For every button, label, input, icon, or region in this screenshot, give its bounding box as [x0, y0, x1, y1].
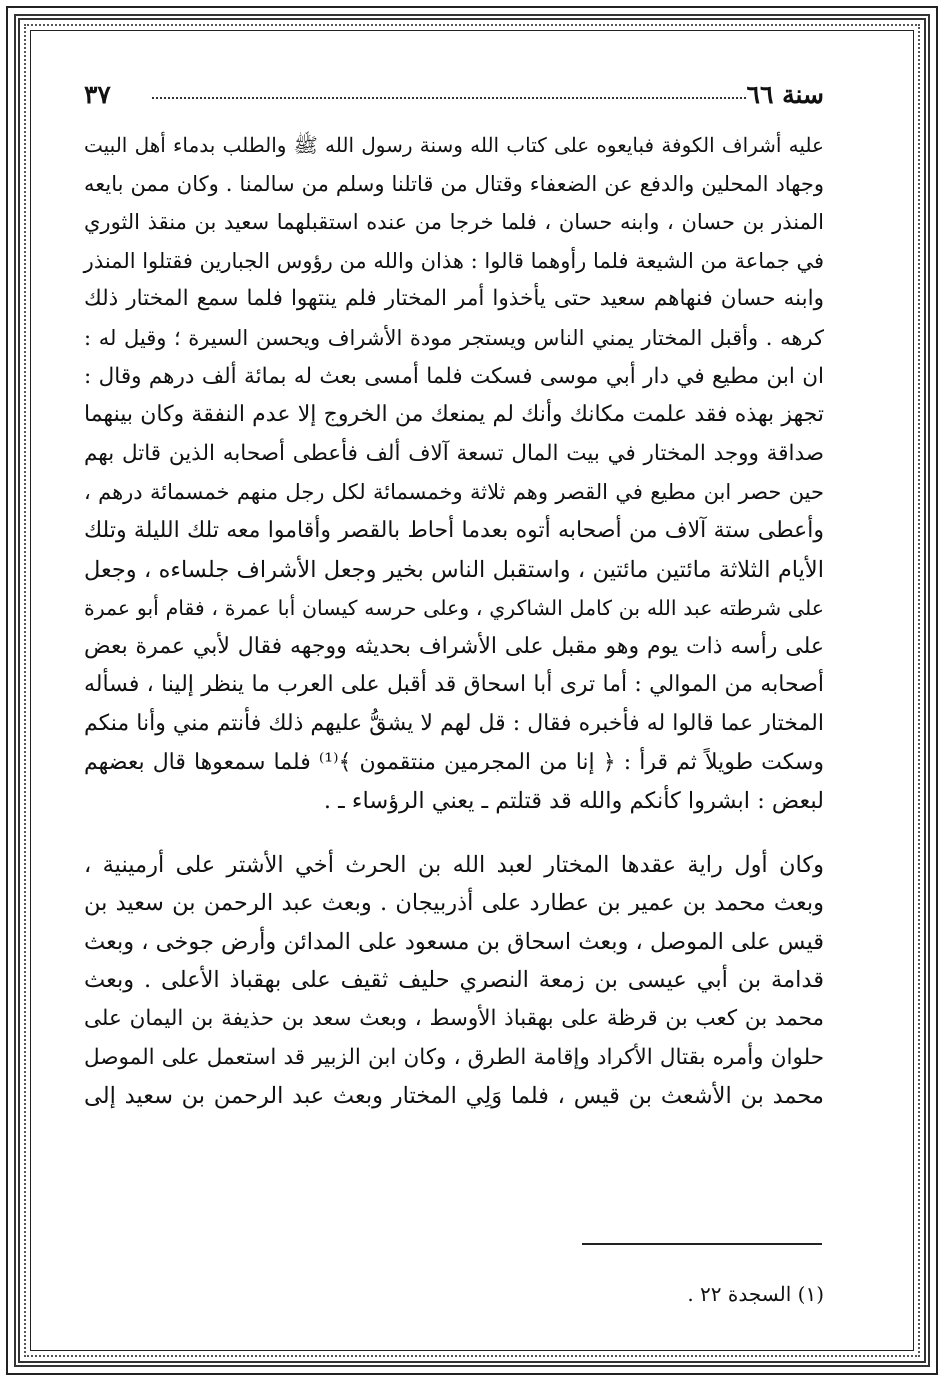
- text-line: تجهز بهذه فقد علمت مكانك وأنك لم يمنعك من الخروج إلا عدم النفقة وكان بينهما: [84, 402, 824, 428]
- text-line: وجهاد المحلين والدفع عن الضعفاء وقتال من قاتلنا وسلم من سالمنا . وكان ممن بايعه: [84, 171, 824, 196]
- text-line: في جماعة من الشيعة فلما رأوهما قالوا : هذان والله من رؤوس الجبارين فقتلوا المنذر: [83, 248, 824, 273]
- text-line: وأعطى ستة آلاف من أصحابه أتوه بعدما أحاط بالقصر وأقاموا معه تلك الليلة وتلك: [84, 517, 824, 543]
- text-line: كرهه . وأقبل المختار يمني الناس ويستجر مودة الأشراف ويحسن السيرة ؛ وقيل له :: [84, 325, 824, 350]
- main-text: [84, 126, 824, 1116]
- text-line: وبعث محمد بن عمير بن عطارد على أذربيجان . وبعث عبد الرحمن بن سعيد بن: [84, 890, 824, 917]
- text-line: صداقة ووجد المختار في بيت المال تسعة آلاف ألف فأعطى أصحابه الذين قاتل بهم: [84, 440, 824, 466]
- header-dotted-rule: [152, 97, 746, 99]
- text-line: حلوان وأمره بقتال الأكراد وإقامة الطرق ، وكان ابن الزبير قد استعمل على الموصل: [84, 1044, 824, 1070]
- page-header: [84, 80, 824, 120]
- text-line: وكان أول راية عقدها المختار لعبد الله بن الحرث أخي الأشتر على أرمينية ،: [84, 851, 824, 878]
- text-line: على شرطته عبد الله بن كامل الشاكري ، وعلى حرسه كيسان أبا عمرة ، فقام أبو عمرة: [84, 596, 824, 621]
- running-head-year: سنة ٦٦: [746, 80, 824, 109]
- footnote-separator: [582, 1243, 822, 1245]
- text-line: لبعض : ابشروا كأنكم والله قد قتلتم ـ يعني الرؤساء ـ .: [323, 788, 824, 815]
- text-line: قدامة بن أبي عيسى بن زمعة النصري حليف ثقيف على بهقباذ الأعلى . وبعث: [84, 967, 824, 994]
- text-line: ان ابن مطيع في دار أبي موسى فسكت فلما أمسى بعث له بمائة ألف درهم وقال :: [84, 363, 824, 389]
- text-line: الأيام الثلاثة مائتين مائتين ، واستقبل الناس بخير وجعل الأشراف جلساءه ، وجعل: [84, 556, 824, 583]
- text-line: محمد بن الأشعث بن قيس ، فلما وَلِي المختار وبعث عبد الرحمن بن سعيد إلى: [84, 1083, 824, 1110]
- text-line: حين حصر ابن مطيع في القصر وهم ثلاثة وخمسمائة لكل رجل منهم خمسمائة درهم ،: [84, 480, 824, 505]
- text-line: على رأسه ذات يوم وهو مقبل على الأشراف بحديثه ووجهه فقال لأبي عمرة بعض: [84, 633, 824, 659]
- paragraph-1: [84, 126, 824, 821]
- text-line: أصحابه من الموالي : أما ترى أبا اسحاق قد أقبل على العرب ما ينظر إلينا ، فسأله: [84, 672, 824, 698]
- text-line: وابنه حسان فنهاهم سعيد حتى يأخذوا أمر المختار فلم ينتهوا فلما سمع المختار ذلك: [84, 286, 824, 312]
- page-number: ٣٧: [84, 80, 111, 109]
- text-line: قيس على الموصل ، وبعث اسحاق بن مسعود على المدائن وأرض جوخى ، وبعث: [84, 928, 824, 955]
- text-line: وسكت طويلاً ثم قرأ : ﴿ إنا من المجرمين منتقمون ﴾⁽¹⁾ فلما سمعوها قال بعضهم: [84, 749, 824, 775]
- text-line: محمد بن كعب بن قرظة على بهقباذ الأوسط ، وبعث سعد بن حذيفة بن اليمان على: [84, 1006, 824, 1032]
- text-line: المنذر بن حسان ، وابنه حسان ، فلما خرجا من عنده استقبلهما سعيد بن منقذ الثوري: [84, 210, 824, 235]
- text-line: المختار عما قالوا له فأخبره فقال : قل لهم لا يشقُّ عليهم ذلك فأنتم مني وأنا منكم: [84, 710, 824, 736]
- paragraph-2: [84, 846, 824, 1116]
- text-line: عليه أشراف الكوفة فبايعوه على كتاب الله وسنة رسول الله ﷺ والطلب بدماء أهل البيت: [84, 133, 824, 157]
- footnote: (١) السجدة ٢٢ .: [687, 1282, 824, 1306]
